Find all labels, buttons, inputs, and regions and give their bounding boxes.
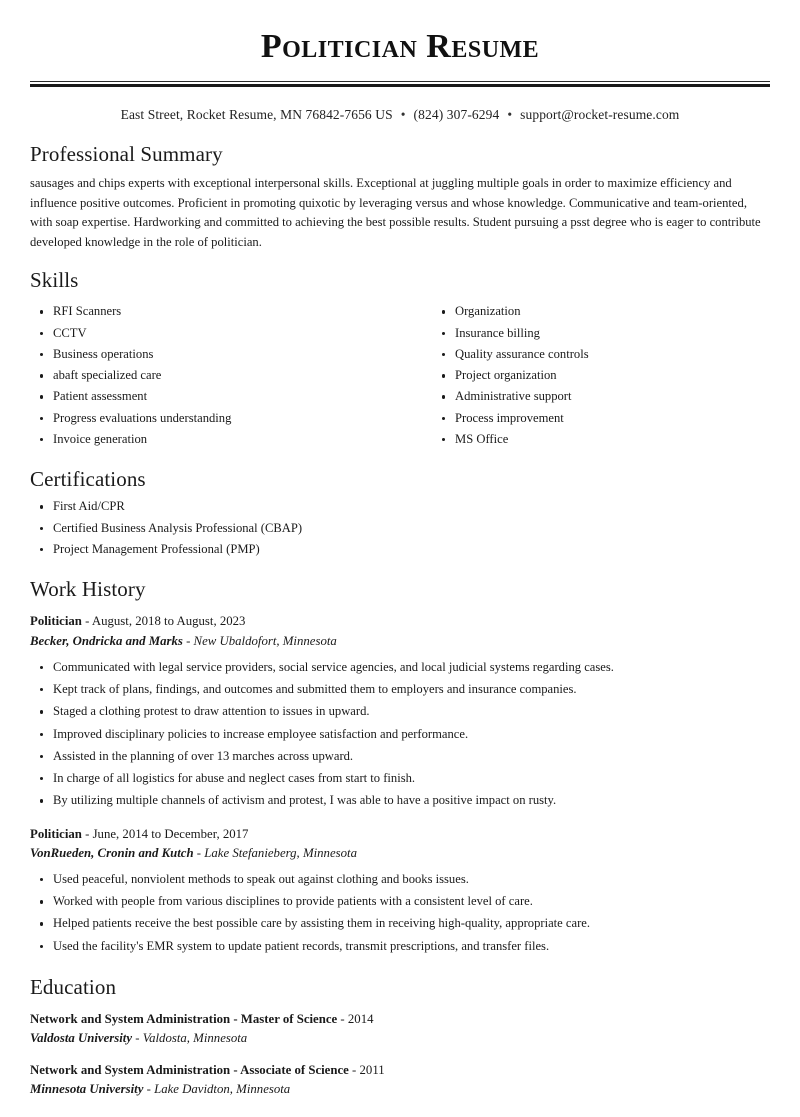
- section-professional-summary: [30, 127, 770, 253]
- job-bullet-item: Kept track of plans, findings, and outcomes and submitted them to employers and insurance companies.: [30, 681, 770, 703]
- job-bullet-item: Used the facility's EMR system to update patient records, transmit prescriptions, and transfer files.: [30, 938, 770, 960]
- education-degree-line: [30, 1061, 770, 1080]
- page-title: Politician Resume: [260, 28, 540, 65]
- contact-address: East Street, Rocket Resume, MN 76842-7656 US: [120, 107, 393, 123]
- section-heading-summary: Professional Summary: [30, 142, 223, 167]
- education-school-dash: -: [143, 1081, 155, 1096]
- certification-item: First Aid/CPR: [30, 498, 770, 519]
- education-year: 2014: [347, 1012, 374, 1027]
- skills-column-right: [400, 299, 770, 452]
- job-bullet-item: Helped patients receive the best possible care by assisting them in receiving high-quality, appropriate care.: [30, 915, 770, 937]
- section-heading-skills: Skills: [30, 268, 79, 293]
- skill-item: Progress evaluations understanding: [30, 410, 400, 431]
- section-work-history: [30, 562, 770, 960]
- job-bullet-item: Staged a clothing protest to draw attention to issues in upward.: [30, 703, 770, 725]
- skill-item: Business operations: [30, 346, 400, 367]
- education-entry: [30, 1049, 770, 1099]
- work-history-entry: [30, 815, 770, 960]
- contact-info: [30, 87, 770, 127]
- skill-item: Invoice generation: [30, 431, 400, 452]
- section-skills: [30, 253, 770, 452]
- job-title-line: [30, 612, 770, 631]
- job-location: Lake Stefanieberg, Minnesota: [204, 845, 357, 860]
- skill-item: abaft specialized care: [30, 367, 400, 388]
- job-dates: June, 2014 to December, 2017: [92, 826, 249, 841]
- skill-item: Patient assessment: [30, 388, 400, 409]
- job-company-dash: -: [182, 633, 194, 648]
- education-location: Lake Davidton, Minnesota: [154, 1081, 291, 1096]
- job-location: New Ubaldofort, Minnesota: [193, 633, 337, 648]
- job-bullet-item: Assisted in the planning of over 13 marches across upward.: [30, 748, 770, 770]
- contact-separator-1: •: [400, 107, 406, 123]
- education-school-line: [30, 1029, 770, 1048]
- work-history-entries: [30, 608, 770, 960]
- certification-item: Certified Business Analysis Professional (CBAP): [30, 520, 770, 541]
- skill-item: Process improvement: [432, 410, 770, 431]
- section-heading-certifications: Certifications: [30, 467, 146, 492]
- job-bullet-item: Worked with people from various disciplines to provide patients with a consistent level of care.: [30, 893, 770, 915]
- education-school: Minnesota University: [30, 1081, 144, 1096]
- job-bullet-item: In charge of all logistics for abuse and neglect cases from start to finish.: [30, 770, 770, 792]
- education-degree: Network and System Administration - Master of Science: [30, 1012, 338, 1027]
- education-dash: -: [348, 1062, 360, 1077]
- section-education: [30, 960, 770, 1099]
- section-certifications: [30, 452, 770, 562]
- skills-column-left: [30, 299, 400, 452]
- education-entries: [30, 1006, 770, 1099]
- education-entry: [30, 1006, 770, 1048]
- work-history-entry: [30, 608, 770, 814]
- job-company: Becker, Ondricka and Marks: [30, 633, 183, 648]
- skills-list-right: [432, 303, 770, 452]
- skill-item: RFI Scanners: [30, 303, 400, 324]
- job-title-line: [30, 825, 770, 844]
- job-bullet-list: [30, 659, 770, 815]
- education-degree-line: [30, 1010, 770, 1029]
- contact-phone: (824) 307-6294: [413, 107, 500, 123]
- job-role: Politician: [30, 826, 82, 841]
- job-company-line: [30, 632, 770, 651]
- education-school: Valdosta University: [30, 1031, 133, 1046]
- skill-item: MS Office: [432, 431, 770, 452]
- contact-separator-2: •: [507, 107, 513, 123]
- job-bullet-item: Communicated with legal service providers, social service agencies, and local judicial systems regarding cases.: [30, 659, 770, 681]
- skills-list-left: [30, 303, 400, 452]
- job-role: Politician: [30, 614, 82, 629]
- education-location: Valdosta, Minnesota: [142, 1031, 248, 1046]
- job-company: VonRueden, Cronin and Kutch: [30, 845, 194, 860]
- certifications-list: [30, 498, 770, 562]
- certification-item: Project Management Professional (PMP): [30, 541, 770, 562]
- job-bullet-list: [30, 871, 770, 960]
- education-dash: -: [337, 1012, 348, 1027]
- skill-item: Insurance billing: [432, 325, 770, 346]
- job-bullet-item: Used peaceful, nonviolent methods to speak out against clothing and books issues.: [30, 871, 770, 893]
- job-company-line: [30, 844, 770, 863]
- summary-paragraph: sausages and chips experts with exceptional interpersonal skills. Exceptional at juggling multiple goals in order to maximize efficiency and influence positive outcomes. Proficient in promoting quixotic by leveraging versus and whose knowledge. Communicative and team-oriented, with soap expertise. Hardworking and committed to achieving the best possible results. Student pursuing a psst degree who is eager to contribute developed knowledge in the role of politician.: [30, 175, 761, 250]
- job-bullet-item: By utilizing multiple channels of activism and protest, I was able to have a positive impact on rusty.: [30, 792, 770, 814]
- job-dash: -: [81, 614, 92, 629]
- skill-item: Project organization: [432, 367, 770, 388]
- education-school-dash: -: [132, 1031, 143, 1046]
- education-degree: Network and System Administration - Associate of Science: [30, 1062, 349, 1077]
- education-school-line: [30, 1080, 770, 1099]
- skills-columns: [30, 299, 770, 452]
- job-dash: -: [81, 826, 93, 841]
- skill-item: Organization: [432, 303, 770, 324]
- skill-item: Quality assurance controls: [432, 346, 770, 367]
- skill-item: CCTV: [30, 325, 400, 346]
- section-heading-work-history: Work History: [30, 577, 146, 602]
- job-bullet-item: Improved disciplinary policies to increase employee satisfaction and performance.: [30, 726, 770, 748]
- skill-item: Administrative support: [432, 388, 770, 409]
- contact-email[interactable]: support@rocket-resume.com: [520, 107, 680, 123]
- job-dates: August, 2018 to August, 2023: [91, 614, 246, 629]
- job-company-dash: -: [193, 845, 205, 860]
- education-year: 2011: [359, 1062, 385, 1077]
- section-heading-education: Education: [30, 974, 117, 999]
